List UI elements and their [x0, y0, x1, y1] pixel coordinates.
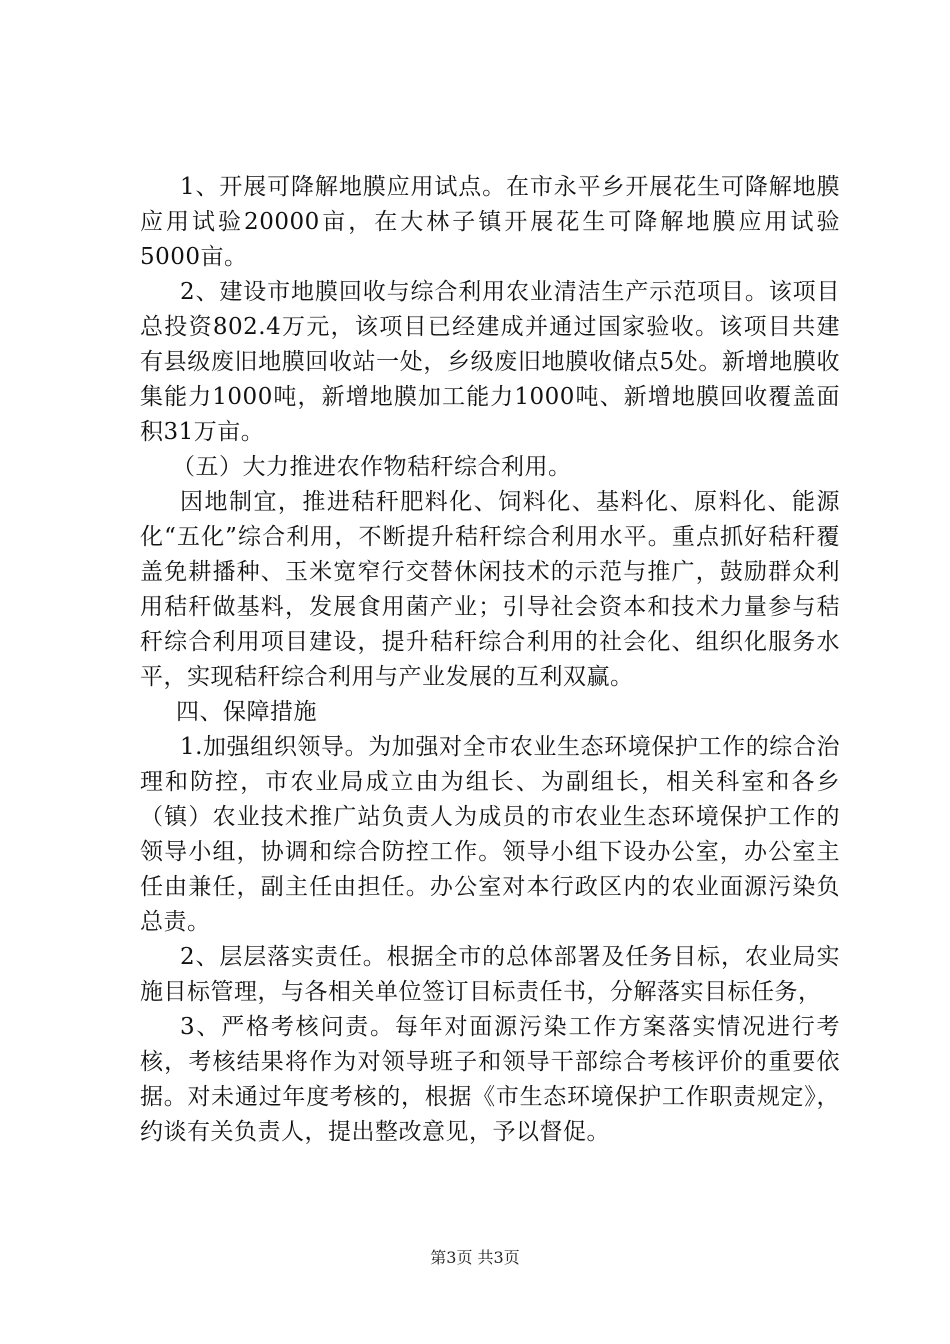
heading-straw-utilization: （五）大力推进农作物秸秆综合利用。 [172, 454, 572, 480]
paragraph-pilot-degradable-film: 1、开展可降解地膜应用试点。在市永平乡开展花生可降解地膜应用试验20000亩，在大林子镇开展花生可降解地膜应用试验5000亩。 [140, 174, 840, 270]
paragraph-film-recycling-project: 2、建设市地膜回收与综合利用农业清洁生产示范项目。该项目总投资802.4万元，该项目已经建成并通过国家验收。该项目共建有县级废旧地膜回收站一处，乡级废旧地膜收储点5处。新增地膜收集能力1000吨，新增地膜加工能力1000吨、新增地膜回收覆盖面积31万亩。 [140, 279, 840, 445]
paragraph-straw-utilization: 因地制宜，推进秸秆肥料化、饲料化、基料化、原料化、能源化“五化”综合利用，不断提升秸秆综合利用水平。重点抓好秸秆覆盖免耕播种、玉米宽窄行交替休闲技术的示范与推广，鼓励群众利用秸秆做基料，发展食用菌产业；引导社会资本和技术力量参与秸秆综合利用项目建设，提升秸秆综合利用的社会化、组织化服务水平，实现秸秆综合利用与产业发展的互利双赢。 [140, 489, 840, 690]
page-number-footer: 第3页 共3页 [430, 1248, 520, 1267]
paragraph-assessment: 3、严格考核问责。每年对面源污染工作方案落实情况进行考核，考核结果将作为对领导班子和领导干部综合考核评价的重要依据。对未通过年度考核的，根据《市生态环境保护工作职责规定》，约谈有关负责人，提出整改意见，予以督促。 [140, 1014, 840, 1145]
document-body [140, 170, 840, 1150]
paragraph-organization-leadership: 1.加强组织领导。为加强对全市农业生态环境保护工作的综合治理和防控，市农业局成立由为组长、为副组长，相关科室和各乡（镇）农业技术推广站负责人为成员的市农业生态环境保护工作的领导小组，协调和综合防控工作。领导小组下设办公室，办公室主任由兼任，副主任由担任。办公室对本行政区内的农业面源污染负总责。 [140, 734, 840, 935]
paragraph-responsibility: 2、层层落实责任。根据全市的总体部署及任务目标，农业局实施目标管理，与各相关单位签订目标责任书，分解落实目标任务， [140, 944, 840, 1005]
heading-safeguard-measures: 四、保障措施 [176, 699, 317, 725]
